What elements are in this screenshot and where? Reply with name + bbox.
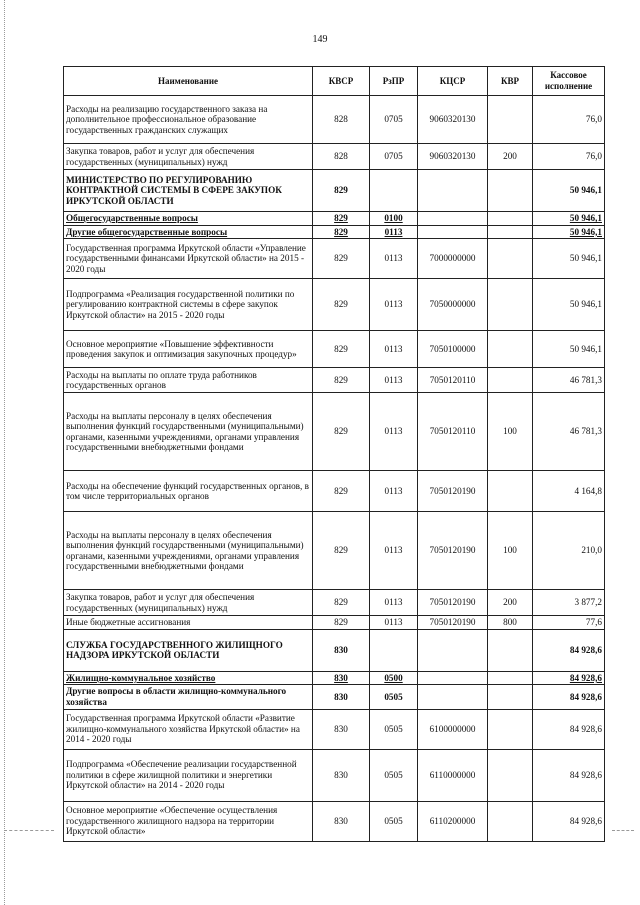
cell-rzpr: 0113 (370, 590, 418, 616)
cell-amount: 50 946,1 (533, 170, 605, 212)
cell-kvr (488, 331, 533, 368)
table-row (64, 709, 605, 749)
cell-kvr (488, 212, 533, 226)
cell-amount: 4 164,8 (533, 471, 605, 512)
cell-kvr (488, 239, 533, 279)
cell-kvr (488, 225, 533, 239)
cell-kvsr: 830 (313, 801, 370, 841)
header-rzpr: РзПР (370, 67, 418, 96)
page-number: 149 (312, 34, 328, 45)
cell-kvsr: 830 (313, 671, 370, 685)
cell-amount: 50 946,1 (533, 239, 605, 279)
header-kcsr: КЦСР (418, 67, 488, 96)
table-row (64, 144, 605, 170)
cell-kvr (488, 96, 533, 144)
cell-name: Другие общегосударственные вопросы (64, 225, 313, 239)
cell-kvr: 200 (488, 590, 533, 616)
header-kvsr: КВСР (313, 67, 370, 96)
cell-kcsr: 7050000000 (418, 279, 488, 331)
cell-rzpr: 0113 (370, 616, 418, 630)
cell-kvsr: 829 (313, 616, 370, 630)
cell-name: Расходы на реализацию государственного заказа на дополнительное профессиональное образование государственных гражданских служащих (64, 96, 313, 144)
cell-rzpr: 0505 (370, 801, 418, 841)
cell-name: СЛУЖБА ГОСУДАРСТВЕННОГО ЖИЛИЩНОГО НАДЗОРА ИРКУТСКОЙ ОБЛАСТИ (64, 629, 313, 671)
table-row (64, 279, 605, 331)
cell-amount: 84 928,6 (533, 671, 605, 685)
cell-kcsr: 7050120190 (418, 590, 488, 616)
cell-kvr (488, 170, 533, 212)
cut-mark-left (4, 830, 54, 831)
cell-kvr: 100 (488, 512, 533, 590)
cell-rzpr: 0113 (370, 279, 418, 331)
cell-name: Расходы на выплаты персоналу в целях обеспечения выполнения функций государственными (муниципальными) органами, казенными учреждениями, органами управления государственными внебюджетными фондами (64, 393, 313, 471)
cell-name: Основное мероприятие «Повышение эффективности проведения закупок и оптимизация закупочных процедур» (64, 331, 313, 368)
cell-kvr (488, 629, 533, 671)
cell-kcsr: 7050120190 (418, 616, 488, 630)
cell-kvsr: 829 (313, 590, 370, 616)
cell-rzpr: 0113 (370, 368, 418, 393)
cell-kvr: 200 (488, 144, 533, 170)
header-row (64, 67, 605, 96)
table-row (64, 616, 605, 630)
cell-rzpr: 0113 (370, 225, 418, 239)
cell-kcsr: 6100000000 (418, 709, 488, 749)
cell-name: Государственная программа Иркутской области «Развитие жилищно-коммунального хозяйства Иркутской области» на 2014 - 2020 годы (64, 709, 313, 749)
cell-name: Закупка товаров, работ и услуг для обеспечения государственных (муниципальных) нужд (64, 590, 313, 616)
cell-rzpr: 0500 (370, 671, 418, 685)
cell-rzpr: 0113 (370, 239, 418, 279)
table-row (64, 239, 605, 279)
cell-rzpr: 0113 (370, 331, 418, 368)
cell-kvsr: 830 (313, 685, 370, 709)
cell-kvsr: 829 (313, 239, 370, 279)
cell-kvsr: 828 (313, 96, 370, 144)
cell-amount: 76,0 (533, 144, 605, 170)
cell-name: МИНИСТЕРСТВО ПО РЕГУЛИРОВАНИЮ КОНТРАКТНОЙ СИСТЕМЫ В СФЕРЕ ЗАКУПОК ИРКУТСКОЙ ОБЛАСТИ (64, 170, 313, 212)
cell-name: Расходы на выплаты персоналу в целях обеспечения выполнения функций государственными (муниципальными) органами, казенными учреждениями, органами управления государственными внебюджетными фондами (64, 512, 313, 590)
table-row (64, 671, 605, 685)
cell-name: Другие вопросы в области жилищно-коммунального хозяйства (64, 685, 313, 709)
cell-rzpr: 0505 (370, 749, 418, 801)
cell-amount: 84 928,6 (533, 801, 605, 841)
cell-amount: 3 877,2 (533, 590, 605, 616)
cell-amount: 210,0 (533, 512, 605, 590)
cell-kvsr: 829 (313, 368, 370, 393)
table-row (64, 590, 605, 616)
table-row (64, 471, 605, 512)
cell-name: Подпрограмма «Обеспечение реализации государственной политики в сфере жилищной политики и энергетики Иркутской области» на 2014 - 2020 годы (64, 749, 313, 801)
table-row (64, 749, 605, 801)
cell-name: Основное мероприятие «Обеспечение осуществления государственного жилищного надзора на территории Иркутской области» (64, 801, 313, 841)
cell-kvsr: 829 (313, 393, 370, 471)
table-row (64, 212, 605, 226)
cell-name: Государственная программа Иркутской области «Управление государственными финансами Иркутской области» на 2015 - 2020 годы (64, 239, 313, 279)
cell-rzpr: 0705 (370, 96, 418, 144)
cell-amount: 50 946,1 (533, 225, 605, 239)
table-row (64, 331, 605, 368)
header-kvr: КВР (488, 67, 533, 96)
table-row (64, 170, 605, 212)
cell-rzpr: 0100 (370, 212, 418, 226)
cell-kcsr (418, 671, 488, 685)
header-name: Наименование (64, 67, 313, 96)
budget-table (63, 66, 605, 842)
table-row (64, 393, 605, 471)
cell-kvsr: 830 (313, 629, 370, 671)
cell-kvr: 800 (488, 616, 533, 630)
cell-kvsr: 829 (313, 225, 370, 239)
cell-amount: 84 928,6 (533, 749, 605, 801)
cell-kcsr (418, 629, 488, 671)
cell-rzpr (370, 170, 418, 212)
table-row (64, 629, 605, 671)
cell-kvsr: 829 (313, 170, 370, 212)
cell-name: Общегосударственные вопросы (64, 212, 313, 226)
cell-amount: 46 781,3 (533, 393, 605, 471)
table-row (64, 225, 605, 239)
cell-kcsr: 6110200000 (418, 801, 488, 841)
cell-kvsr: 829 (313, 212, 370, 226)
cell-kcsr: 7050120110 (418, 368, 488, 393)
cell-kcsr: 6110000000 (418, 749, 488, 801)
cell-kcsr: 9060320130 (418, 144, 488, 170)
cell-kvsr: 829 (313, 279, 370, 331)
cell-kvr (488, 471, 533, 512)
cell-rzpr: 0113 (370, 512, 418, 590)
cell-kvr (488, 685, 533, 709)
table-row (64, 512, 605, 590)
cell-kvr (488, 749, 533, 801)
cell-name: Расходы на обеспечение функций государственных органов, в том числе территориальных органов (64, 471, 313, 512)
cell-amount: 84 928,6 (533, 709, 605, 749)
cell-kcsr: 9060320130 (418, 96, 488, 144)
cell-name: Подпрограмма «Реализация государственной политики по регулированию контрактной системы в сфере закупок Иркутской области» на 2015 - 2020 годы (64, 279, 313, 331)
cell-kcsr (418, 685, 488, 709)
cell-kvsr: 829 (313, 331, 370, 368)
cell-kcsr: 7050100000 (418, 331, 488, 368)
cell-amount: 84 928,6 (533, 629, 605, 671)
cell-kvsr: 830 (313, 709, 370, 749)
cell-amount: 50 946,1 (533, 331, 605, 368)
cell-kcsr (418, 225, 488, 239)
cell-kvr (488, 368, 533, 393)
cell-rzpr: 0113 (370, 393, 418, 471)
table-row (64, 96, 605, 144)
cell-kvsr: 829 (313, 512, 370, 590)
cell-kvsr: 829 (313, 471, 370, 512)
cell-rzpr: 0505 (370, 685, 418, 709)
cell-rzpr: 0505 (370, 709, 418, 749)
table-row (64, 368, 605, 393)
cell-kcsr: 7050120110 (418, 393, 488, 471)
scan-left-edge (0, 0, 5, 905)
cell-kcsr: 7000000000 (418, 239, 488, 279)
cell-kvsr: 830 (313, 749, 370, 801)
cell-amount: 50 946,1 (533, 279, 605, 331)
cell-rzpr (370, 629, 418, 671)
cell-rzpr: 0113 (370, 471, 418, 512)
cell-kcsr (418, 212, 488, 226)
cell-name: Закупка товаров, работ и услуг для обеспечения государственных (муниципальных) нужд (64, 144, 313, 170)
cell-kvr: 100 (488, 393, 533, 471)
cell-kvr (488, 709, 533, 749)
cell-kcsr: 7050120190 (418, 471, 488, 512)
cell-amount: 50 946,1 (533, 212, 605, 226)
cell-rzpr: 0705 (370, 144, 418, 170)
cell-kvr (488, 671, 533, 685)
cell-amount: 46 781,3 (533, 368, 605, 393)
cell-name: Жилищно-коммунальное хозяйство (64, 671, 313, 685)
table-row (64, 685, 605, 709)
cell-amount: 77,6 (533, 616, 605, 630)
cell-kcsr (418, 170, 488, 212)
cell-name: Иные бюджетные ассигнования (64, 616, 313, 630)
cell-kcsr: 7050120190 (418, 512, 488, 590)
cell-kvr (488, 801, 533, 841)
cell-amount: 84 928,6 (533, 685, 605, 709)
header-amount: Кассовое исполнение (533, 67, 605, 96)
table-row (64, 801, 605, 841)
cell-amount: 76,0 (533, 96, 605, 144)
cell-kvsr: 828 (313, 144, 370, 170)
cell-name: Расходы на выплаты по оплате труда работников государственных органов (64, 368, 313, 393)
cell-kvr (488, 279, 533, 331)
cut-mark-right (612, 830, 634, 831)
